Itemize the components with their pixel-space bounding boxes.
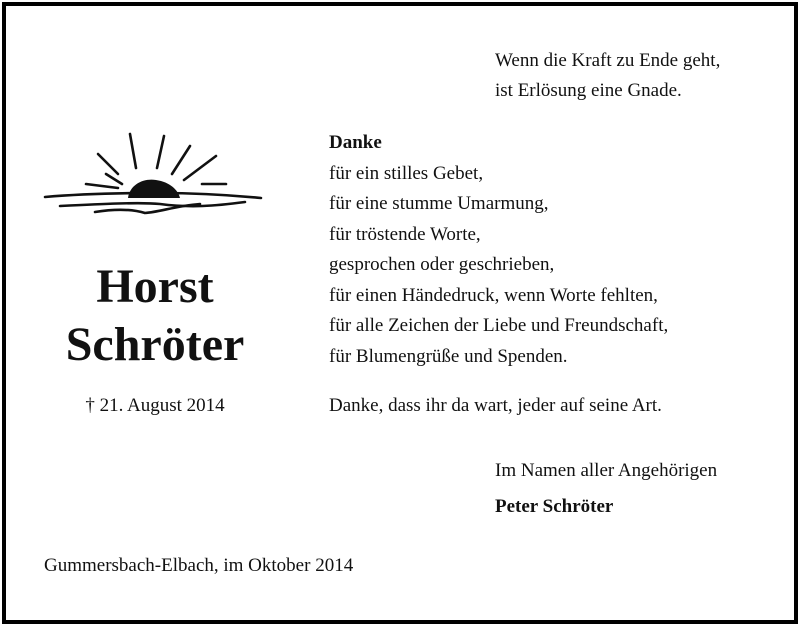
thanks-line: für ein stilles Gebet,: [329, 162, 484, 184]
thanks-block: [329, 128, 668, 372]
thanks-line: für tröstende Worte,: [329, 223, 481, 245]
thanks-line: für eine stumme Umarmung,: [329, 193, 549, 214]
thanks-line: für alle Zeichen der Liebe und Freundschaft,: [329, 315, 669, 336]
closing-line: Danke, dass ihr da wart, jeder auf seine Art.: [329, 395, 662, 416]
thanks-line: für einen Händedruck, wenn Worte fehlten,: [329, 284, 658, 306]
thanks-line: für Blumengrüße und Spenden.: [329, 345, 568, 367]
sunrise-icon: [40, 128, 266, 220]
deceased-first-name: Horst: [96, 260, 214, 313]
thanks-line: gesprochen oder geschrieben,: [329, 254, 555, 275]
signature-name: Peter Schröter: [495, 496, 614, 517]
place-date: Gummersbach-Elbach, im Oktober 2014: [44, 555, 354, 576]
motto: [495, 46, 720, 106]
death-date: † 21. August 2014: [85, 395, 225, 416]
signature-line: Im Namen aller Angehörigen: [495, 460, 718, 481]
motto-line: ist Erlösung eine Gnade.: [495, 80, 682, 101]
motto-line: Wenn die Kraft zu Ende geht,: [495, 50, 721, 71]
thanks-heading: Danke: [329, 132, 382, 153]
deceased-last-name: Schröter: [65, 318, 245, 371]
